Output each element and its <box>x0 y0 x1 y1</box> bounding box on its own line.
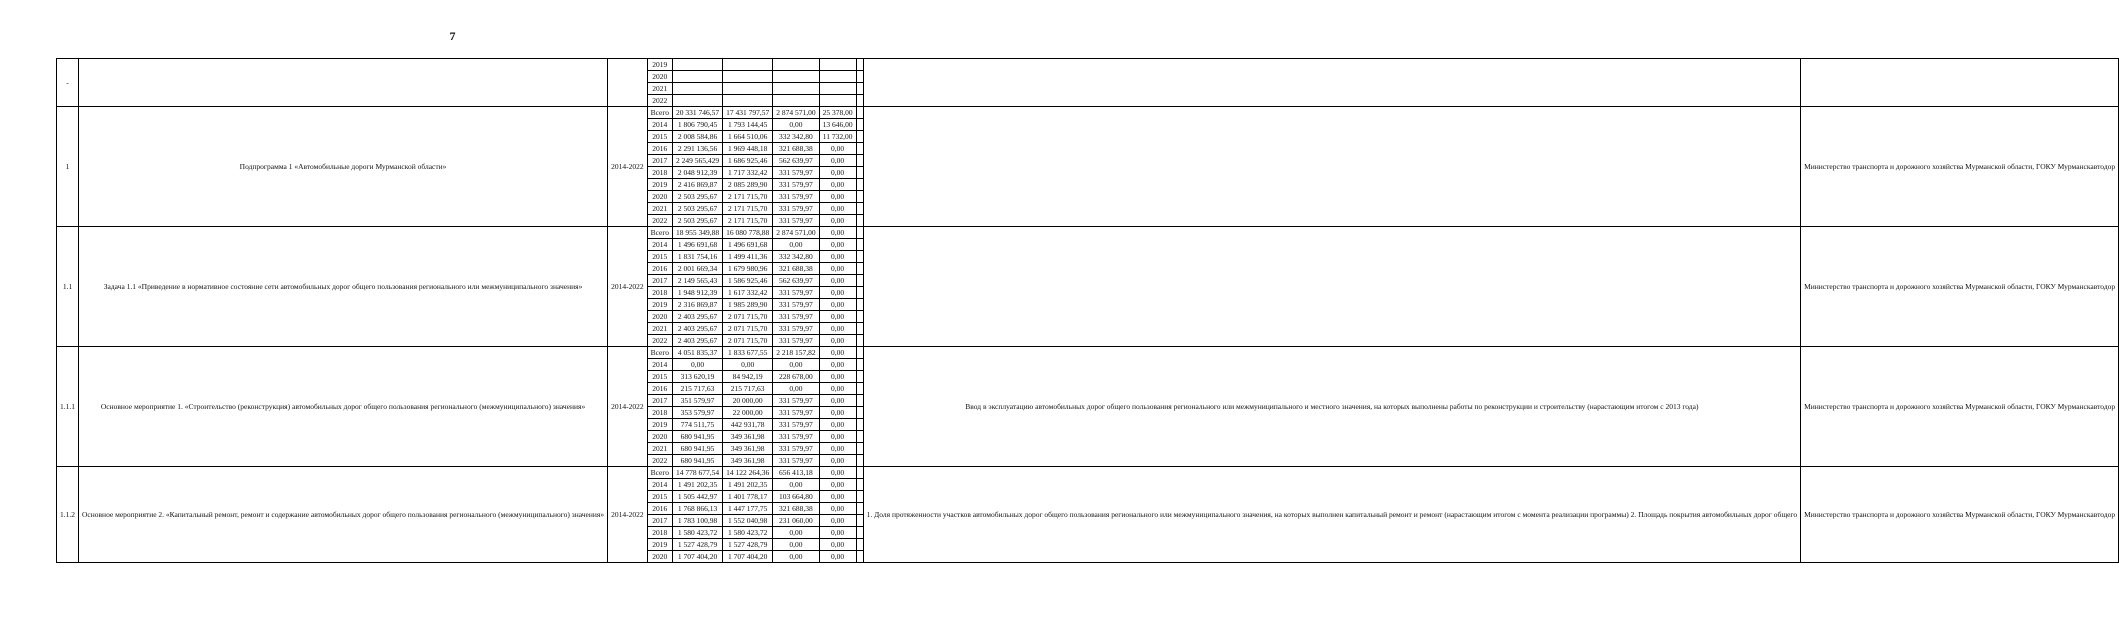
amount-cell <box>856 143 863 155</box>
amount-cell: 0,00 <box>773 551 819 563</box>
amount-cell: 84 942,19 <box>723 371 773 383</box>
amount-cell: 1 580 423,72 <box>672 527 722 539</box>
amount-cell <box>856 527 863 539</box>
year-cell: 2015 <box>647 131 672 143</box>
amount-cell <box>773 71 819 83</box>
year-cell: 2022 <box>647 335 672 347</box>
amount-cell: 0,00 <box>819 239 856 251</box>
amount-cell <box>856 455 863 467</box>
amount-cell: 1 552 040,98 <box>723 515 773 527</box>
amount-cell <box>856 383 863 395</box>
row-number-cell: 1 <box>57 107 79 227</box>
amount-cell: 0,00 <box>819 155 856 167</box>
amount-cell <box>856 59 863 71</box>
amount-cell: 331 579,97 <box>773 215 819 227</box>
year-cell: 2018 <box>647 527 672 539</box>
row-number-cell: 1.1.2 <box>57 467 79 563</box>
row-number-cell: 1.1 <box>57 227 79 347</box>
year-cell: 2020 <box>647 431 672 443</box>
amount-cell: 2 403 295,67 <box>672 335 722 347</box>
amount-cell: 1 833 677,55 <box>723 347 773 359</box>
indicator-cell <box>863 107 1800 227</box>
year-cell: 2016 <box>647 503 672 515</box>
amount-cell: 1 707 404,20 <box>672 551 722 563</box>
year-cell: 2020 <box>647 71 672 83</box>
amount-cell: 0,00 <box>819 275 856 287</box>
row-number-cell: 1.1.1 <box>57 347 79 467</box>
amount-cell: 2 071 715,70 <box>723 311 773 323</box>
executor-cell: Министерство транспорта и дорожного хозяйства Мурманской области, ГОКУ Мурманскавтодор <box>1801 347 2119 467</box>
amount-cell <box>856 335 863 347</box>
year-cell: 2014 <box>647 119 672 131</box>
amount-cell <box>723 71 773 83</box>
amount-cell <box>856 191 863 203</box>
amount-cell: 14 122 264,36 <box>723 467 773 479</box>
name-cell: Основное мероприятие 2. «Капитальный ремонт, ремонт и содержание автомобильных дорог общего пользования регионального (межмуниципального) значения» <box>79 467 608 563</box>
year-cell: 2020 <box>647 191 672 203</box>
period-cell: 2014-2022 <box>608 347 648 467</box>
amount-cell: 16 080 778,88 <box>723 227 773 239</box>
amount-cell: 0,00 <box>773 239 819 251</box>
table-row <box>57 59 2119 71</box>
period-cell: 2014-2022 <box>608 467 648 563</box>
amount-cell: 2 291 136,56 <box>672 143 722 155</box>
executor-cell: Министерство транспорта и дорожного хозяйства Мурманской области, ГОКУ Мурманскавтодор <box>1801 227 2119 347</box>
amount-cell <box>856 395 863 407</box>
amount-cell: 321 688,38 <box>773 263 819 275</box>
amount-cell: 20 331 746,57 <box>672 107 722 119</box>
amount-cell: 1 580 423,72 <box>723 527 773 539</box>
amount-cell: 349 361,98 <box>723 455 773 467</box>
amount-cell <box>856 551 863 563</box>
amount-cell <box>856 83 863 95</box>
amount-cell: 0,00 <box>819 263 856 275</box>
amount-cell <box>856 95 863 107</box>
amount-cell: 22 000,00 <box>723 407 773 419</box>
amount-cell <box>856 419 863 431</box>
amount-cell: 680 941,95 <box>672 431 722 443</box>
amount-cell: 0,00 <box>819 479 856 491</box>
amount-cell <box>856 251 863 263</box>
amount-cell: 562 639,97 <box>773 275 819 287</box>
year-cell: 2016 <box>647 143 672 155</box>
amount-cell: 2 503 295,67 <box>672 203 722 215</box>
amount-cell: 0,00 <box>819 251 856 263</box>
amount-cell: 2 874 571,00 <box>773 107 819 119</box>
amount-cell: 2 149 565,43 <box>672 275 722 287</box>
amount-cell: 331 579,97 <box>773 431 819 443</box>
amount-cell: 1 969 448,18 <box>723 143 773 155</box>
amount-cell: 2 171 715,70 <box>723 203 773 215</box>
amount-cell <box>819 95 856 107</box>
amount-cell: 1 505 442,97 <box>672 491 722 503</box>
amount-cell: 1 447 177,75 <box>723 503 773 515</box>
amount-cell: 0,00 <box>773 119 819 131</box>
year-cell: 2017 <box>647 515 672 527</box>
amount-cell <box>856 491 863 503</box>
amount-cell: 562 639,97 <box>773 155 819 167</box>
year-cell: 2021 <box>647 203 672 215</box>
page-number: 7 <box>449 29 456 43</box>
amount-cell: 1 496 691,68 <box>723 239 773 251</box>
amount-cell <box>856 155 863 167</box>
amount-cell <box>856 311 863 323</box>
amount-cell <box>856 323 863 335</box>
amount-cell: 0,00 <box>819 515 856 527</box>
amount-cell: 2 503 295,67 <box>672 215 722 227</box>
amount-cell: 0,00 <box>819 503 856 515</box>
amount-cell: 0,00 <box>773 539 819 551</box>
amount-cell: 331 579,97 <box>773 167 819 179</box>
amount-cell: 353 579,97 <box>672 407 722 419</box>
amount-cell: 11 732,00 <box>819 131 856 143</box>
amount-cell: 2 171 715,70 <box>723 215 773 227</box>
amount-cell: 1 664 510,06 <box>723 131 773 143</box>
year-cell: 2022 <box>647 95 672 107</box>
indicator-cell <box>863 227 1800 347</box>
amount-cell: 2 503 295,67 <box>672 191 722 203</box>
year-cell: 2018 <box>647 287 672 299</box>
amount-cell <box>819 83 856 95</box>
amount-cell: 0,00 <box>672 359 722 371</box>
amount-cell: 13 646,00 <box>819 119 856 131</box>
amount-cell <box>856 503 863 515</box>
amount-cell: 0,00 <box>819 359 856 371</box>
amount-cell <box>856 431 863 443</box>
amount-cell <box>773 95 819 107</box>
amount-cell: 17 431 797,57 <box>723 107 773 119</box>
amount-cell: 1 491 202,35 <box>723 479 773 491</box>
amount-cell: 1 499 411,36 <box>723 251 773 263</box>
amount-cell <box>856 275 863 287</box>
table-row <box>57 107 2119 119</box>
amount-cell: 0,00 <box>819 371 856 383</box>
amount-cell <box>856 539 863 551</box>
amount-cell: 0,00 <box>819 395 856 407</box>
year-cell: 2021 <box>647 323 672 335</box>
amount-cell <box>856 299 863 311</box>
amount-cell <box>672 95 722 107</box>
year-cell: Всего <box>647 107 672 119</box>
amount-cell <box>723 95 773 107</box>
amount-cell <box>856 287 863 299</box>
amount-cell: 0,00 <box>723 359 773 371</box>
amount-cell: 1 686 925,46 <box>723 155 773 167</box>
amount-cell: 1 948 912,39 <box>672 287 722 299</box>
amount-cell: 331 579,97 <box>773 311 819 323</box>
amount-cell: 331 579,97 <box>773 299 819 311</box>
amount-cell <box>856 215 863 227</box>
period-cell <box>608 59 648 107</box>
period-cell: 2014-2022 <box>608 227 648 347</box>
row-number-cell: - <box>57 59 79 107</box>
year-cell: 2017 <box>647 155 672 167</box>
amount-cell <box>856 107 863 119</box>
year-cell: 2017 <box>647 275 672 287</box>
amount-cell: 0,00 <box>819 467 856 479</box>
amount-cell: 331 579,97 <box>773 323 819 335</box>
name-cell <box>79 59 608 107</box>
amount-cell: 215 717,63 <box>672 383 722 395</box>
year-cell: 2022 <box>647 455 672 467</box>
amount-cell: 2 403 295,67 <box>672 311 722 323</box>
amount-cell: 4 051 835,37 <box>672 347 722 359</box>
amount-cell <box>856 347 863 359</box>
amount-cell <box>672 59 722 71</box>
amount-cell: 1 401 778,17 <box>723 491 773 503</box>
amount-cell <box>672 83 722 95</box>
amount-cell <box>856 467 863 479</box>
amount-cell: 313 620,19 <box>672 371 722 383</box>
amount-cell: 0,00 <box>819 419 856 431</box>
amount-cell: 0,00 <box>773 527 819 539</box>
year-cell: 2019 <box>647 299 672 311</box>
amount-cell: 18 955 349,88 <box>672 227 722 239</box>
amount-cell <box>856 203 863 215</box>
amount-cell: 0,00 <box>819 539 856 551</box>
amount-cell: 1 806 790,45 <box>672 119 722 131</box>
amount-cell: 228 678,00 <box>773 371 819 383</box>
amount-cell: 0,00 <box>819 215 856 227</box>
amount-cell: 321 688,38 <box>773 143 819 155</box>
amount-cell: 0,00 <box>819 335 856 347</box>
amount-cell: 349 361,98 <box>723 443 773 455</box>
year-cell: 2015 <box>647 371 672 383</box>
year-cell: Всего <box>647 467 672 479</box>
amount-cell: 2 171 715,70 <box>723 191 773 203</box>
amount-cell <box>856 263 863 275</box>
amount-cell: 1 717 332,42 <box>723 167 773 179</box>
amount-cell: 0,00 <box>773 359 819 371</box>
amount-cell: 2 218 157,82 <box>773 347 819 359</box>
amount-cell: 331 579,97 <box>773 203 819 215</box>
year-cell: 2018 <box>647 167 672 179</box>
amount-cell: 2 416 869,87 <box>672 179 722 191</box>
amount-cell: 0,00 <box>773 383 819 395</box>
amount-cell <box>856 119 863 131</box>
amount-cell: 1 527 428,79 <box>672 539 722 551</box>
amount-cell: 2 403 295,67 <box>672 323 722 335</box>
amount-cell <box>856 407 863 419</box>
amount-cell: 442 931,78 <box>723 419 773 431</box>
amount-cell <box>856 167 863 179</box>
amount-cell: 0,00 <box>819 299 856 311</box>
executor-cell: Министерство транспорта и дорожного хозяйства Мурманской области, ГОКУ Мурманскавтодор <box>1801 107 2119 227</box>
amount-cell <box>856 179 863 191</box>
table-row <box>57 347 2119 359</box>
amount-cell: 349 361,98 <box>723 431 773 443</box>
period-cell: 2014-2022 <box>608 107 648 227</box>
amount-cell: 20 000,00 <box>723 395 773 407</box>
amount-cell: 0,00 <box>819 431 856 443</box>
amount-cell: 331 579,97 <box>773 407 819 419</box>
amount-cell <box>856 131 863 143</box>
amount-cell: 331 579,97 <box>773 419 819 431</box>
indicator-cell: Ввод в эксплуатацию автомобильных дорог общего пользования регионального или межмуниципального и местного значения, на которых выполнены работы по реконструкции и строительству (нарастающим итогом с 2013 года) <box>863 347 1800 467</box>
year-cell: 2014 <box>647 239 672 251</box>
year-cell: 2019 <box>647 539 672 551</box>
amount-cell: 231 060,00 <box>773 515 819 527</box>
amount-cell: 14 778 677,54 <box>672 467 722 479</box>
amount-cell: 0,00 <box>819 527 856 539</box>
year-cell: Всего <box>647 347 672 359</box>
amount-cell <box>819 59 856 71</box>
amount-cell: 0,00 <box>819 167 856 179</box>
amount-cell: 0,00 <box>819 455 856 467</box>
amount-cell: 0,00 <box>819 491 856 503</box>
year-cell: 2021 <box>647 443 672 455</box>
amount-cell: 331 579,97 <box>773 179 819 191</box>
amount-cell <box>856 239 863 251</box>
amount-cell: 1 783 100,98 <box>672 515 722 527</box>
name-cell: Задача 1.1 «Приведение в нормативное состояние сети автомобильных дорог общего пользования регионального или межмуниципального значения» <box>79 227 608 347</box>
amount-cell <box>773 83 819 95</box>
year-cell: Всего <box>647 227 672 239</box>
amount-cell: 331 579,97 <box>773 443 819 455</box>
amount-cell: 2 085 289,90 <box>723 179 773 191</box>
amount-cell: 0,00 <box>819 347 856 359</box>
amount-cell: 331 579,97 <box>773 455 819 467</box>
amount-cell <box>723 83 773 95</box>
amount-cell <box>856 71 863 83</box>
year-cell: 2014 <box>647 479 672 491</box>
executor-cell: Министерство транспорта и дорожного хозяйства Мурманской области, ГОКУ Мурманскавтодор <box>1801 467 2119 563</box>
table-row <box>57 467 2119 479</box>
amount-cell: 2 048 912,39 <box>672 167 722 179</box>
amount-cell <box>856 479 863 491</box>
amount-cell: 2 071 715,70 <box>723 335 773 347</box>
amount-cell <box>856 371 863 383</box>
amount-cell: 774 511,75 <box>672 419 722 431</box>
year-cell: 2020 <box>647 311 672 323</box>
amount-cell: 680 941,95 <box>672 443 722 455</box>
amount-cell <box>856 515 863 527</box>
year-cell: 2015 <box>647 251 672 263</box>
amount-cell: 332 342,80 <box>773 251 819 263</box>
amount-cell: 680 941,95 <box>672 455 722 467</box>
name-cell: Основное мероприятие 1. «Строительство (реконструкция) автомобильных дорог общего пользования регионального (межмуниципального) значения» <box>79 347 608 467</box>
amount-cell: 1 679 980,96 <box>723 263 773 275</box>
executor-cell <box>1801 59 2119 107</box>
year-cell: 2021 <box>647 83 672 95</box>
amount-cell <box>723 59 773 71</box>
amount-cell: 1 617 332,42 <box>723 287 773 299</box>
amount-cell: 0,00 <box>819 311 856 323</box>
amount-cell: 331 579,97 <box>773 335 819 347</box>
program-financing-table <box>56 58 2119 563</box>
amount-cell: 2 316 869,87 <box>672 299 722 311</box>
amount-cell <box>773 59 819 71</box>
amount-cell: 1 496 691,68 <box>672 239 722 251</box>
amount-cell <box>856 359 863 371</box>
indicator-cell: 1. Доля протяженности участков автомобильных дорог общего пользования регионального или межмуниципального значения, на которых выполнен капитальный ремонт и ремонт (нарастающим итогом с момента реализации программы) 2. Площадь покрытия автомобильных дорог общего <box>863 467 1800 563</box>
amount-cell: 1 793 144,45 <box>723 119 773 131</box>
year-cell: 2016 <box>647 383 672 395</box>
year-cell: 2019 <box>647 59 672 71</box>
amount-cell: 1 768 866,13 <box>672 503 722 515</box>
amount-cell: 656 413,18 <box>773 467 819 479</box>
amount-cell: 0,00 <box>819 203 856 215</box>
amount-cell: 2 001 669,34 <box>672 263 722 275</box>
amount-cell <box>856 227 863 239</box>
amount-cell: 1 831 754,16 <box>672 251 722 263</box>
indicator-cell <box>863 59 1800 107</box>
table-row <box>57 227 2119 239</box>
year-cell: 2015 <box>647 491 672 503</box>
amount-cell: 25 378,00 <box>819 107 856 119</box>
amount-cell: 0,00 <box>819 227 856 239</box>
amount-cell: 351 579,97 <box>672 395 722 407</box>
amount-cell: 0,00 <box>819 323 856 335</box>
year-cell: 2018 <box>647 407 672 419</box>
amount-cell: 321 688,38 <box>773 503 819 515</box>
amount-cell: 0,00 <box>819 383 856 395</box>
amount-cell: 1 985 289,90 <box>723 299 773 311</box>
amount-cell: 1 586 925,46 <box>723 275 773 287</box>
amount-cell: 0,00 <box>819 443 856 455</box>
amount-cell: 0,00 <box>819 191 856 203</box>
amount-cell: 103 664,80 <box>773 491 819 503</box>
name-cell: Подпрограмма 1 «Автомобильные дороги Мурманской области» <box>79 107 608 227</box>
year-cell: 2019 <box>647 179 672 191</box>
amount-cell: 1 707 404,20 <box>723 551 773 563</box>
amount-cell: 331 579,97 <box>773 395 819 407</box>
amount-cell: 0,00 <box>819 143 856 155</box>
amount-cell: 0,00 <box>819 407 856 419</box>
year-cell: 2020 <box>647 551 672 563</box>
amount-cell: 0,00 <box>819 287 856 299</box>
year-cell: 2016 <box>647 263 672 275</box>
amount-cell: 332 342,80 <box>773 131 819 143</box>
amount-cell: 331 579,97 <box>773 287 819 299</box>
amount-cell: 1 527 428,79 <box>723 539 773 551</box>
amount-cell: 0,00 <box>773 479 819 491</box>
year-cell: 2017 <box>647 395 672 407</box>
year-cell: 2022 <box>647 215 672 227</box>
amount-cell: 0,00 <box>819 179 856 191</box>
amount-cell: 215 717,63 <box>723 383 773 395</box>
year-cell: 2019 <box>647 419 672 431</box>
amount-cell: 2 008 584,86 <box>672 131 722 143</box>
amount-cell: 0,00 <box>819 551 856 563</box>
amount-cell: 2 874 571,00 <box>773 227 819 239</box>
amount-cell: 2 071 715,70 <box>723 323 773 335</box>
amount-cell <box>856 443 863 455</box>
amount-cell <box>672 71 722 83</box>
year-cell: 2014 <box>647 359 672 371</box>
amount-cell: 1 491 202,35 <box>672 479 722 491</box>
amount-cell: 2 249 565,429 <box>672 155 722 167</box>
amount-cell: 331 579,97 <box>773 191 819 203</box>
amount-cell <box>819 71 856 83</box>
